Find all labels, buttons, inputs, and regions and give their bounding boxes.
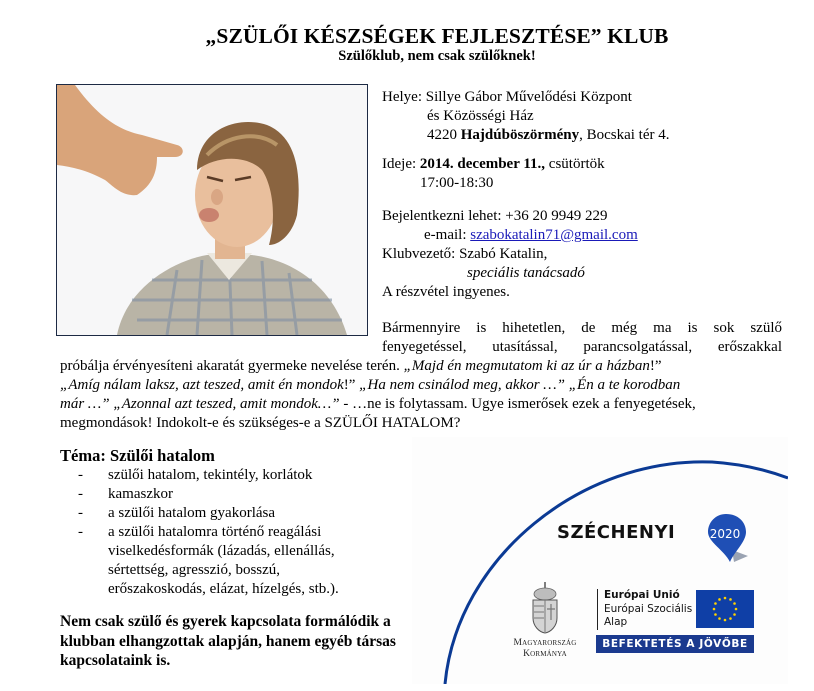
location-city: Hajdúböszörmény: [460, 127, 580, 143]
quote-3: „Ha nem csinálod meg, akkor …” „Én a te korodban: [359, 377, 681, 393]
gov-line-1: Magyarország: [513, 638, 577, 648]
eu-star-icon: [718, 598, 721, 601]
eu-star-icon: [735, 608, 738, 611]
intro-line-2: fenyegetéssel, utasítással, parancsolgatással, erőszakkal: [382, 339, 782, 355]
time-label: Ideje:: [382, 156, 417, 172]
topic-item: [78, 485, 388, 504]
eu-title: Európai Unió: [604, 589, 680, 601]
contact-block: [382, 207, 638, 302]
quote-2-end: !”: [343, 377, 360, 393]
funding-logo-panel: [412, 437, 788, 684]
email-link[interactable]: szabokatalin71@gmail.com: [470, 227, 638, 243]
topic-item: [78, 466, 388, 485]
eu-flag-icon: [696, 590, 754, 628]
dash-bullet-icon: -: [78, 524, 83, 540]
page-title: „SZÜLŐI KÉSZSÉGEK FEJLESZTÉSE” KLUB: [205, 24, 669, 48]
topic-item-text: a szülői hatalomra történő reagálási viselkedésformák (lázadás, ellenállás, sértettség, agresszió, bosszú, erőszakoskodás, elázat, hízelgés, stb.).: [108, 524, 339, 597]
eu-star-icon: [733, 602, 736, 605]
eu-star-icon: [714, 602, 717, 605]
eu-star-icon: [718, 617, 721, 620]
topic-item-text: a szülői hatalom gyakorlása: [108, 505, 276, 521]
child-photo: [56, 84, 368, 336]
eu-star-icon: [729, 617, 732, 620]
topic-list: [78, 466, 388, 599]
quote-4: már …” „Azonnal azt teszed, amit mondok…”: [60, 396, 340, 412]
eu-star-icon: [729, 598, 732, 601]
eu-fund-line-2: Alap: [604, 616, 628, 628]
quote-1: „Majd én megmutatom ki az úr a házban: [403, 358, 650, 374]
eu-star-icon: [714, 613, 717, 616]
closing-statement: Nem csak szülő és gyerek kapcsolata formálódik a klubban elhangzottak alapján, hanem egyéb társas kapcsolataink is.: [60, 613, 396, 669]
intro-line-3: próbálja érvényesíteni akaratát gyermeke nevelése terén.: [60, 358, 404, 374]
event-hours: 17:00-18:30: [420, 175, 494, 191]
time-block: [382, 155, 605, 193]
government-name: [505, 638, 585, 660]
dash-bullet-icon: -: [78, 486, 83, 502]
phone-number: +36 20 9949 229: [505, 208, 608, 224]
eu-fund-label: [597, 589, 692, 630]
quote-1-end: !”: [649, 358, 662, 374]
dash-bullet-icon: -: [78, 505, 83, 521]
coat-of-arms-icon: [530, 582, 560, 634]
location-venue: Sillye Gábor Művelődési Központ: [425, 89, 632, 105]
intro-paragraph-top: [382, 319, 782, 357]
location-venue-2: és Közösségi Ház: [427, 108, 534, 124]
quote-2: „Amíg nálam laksz, azt teszed, amit én mondok: [60, 377, 344, 393]
email-label: e-mail:: [424, 227, 467, 243]
event-date: 2014. december 11.,: [419, 156, 546, 172]
topic-item-text: kamaszkor: [108, 486, 173, 502]
eu-star-icon: [724, 597, 727, 600]
leader-label: Klubvezető:: [382, 246, 456, 262]
leader-name: Szabó Katalin,: [459, 246, 548, 262]
dash-bullet-icon: -: [78, 467, 83, 483]
gov-line-2: Kormánya: [523, 649, 567, 659]
free-note: A részvétel ingyenes.: [382, 284, 510, 300]
topic-item-text: szülői hatalom, tekintély, korlátok: [108, 467, 313, 483]
intro-line-1: Bármennyire is hihetetlen, de még ma is sok szülő: [382, 320, 782, 336]
eu-fund-line-1: Európai Szociális: [604, 602, 693, 615]
location-label: Helye:: [382, 89, 422, 105]
signup-label: Bejelentkezni lehet:: [382, 208, 502, 224]
intro-paragraph: [60, 357, 782, 433]
szechenyi-year: 2020: [709, 527, 741, 541]
topic-item: [78, 504, 388, 523]
event-weekday: csütörtök: [548, 156, 605, 172]
eu-star-icon: [733, 613, 736, 616]
intro-line-6: megmondások! Indokolt-e és szükséges-e a SZÜLŐI HATALOM?: [60, 415, 461, 431]
location-street: , Bocskai tér 4.: [579, 127, 670, 143]
location-zip: 4220: [427, 127, 457, 143]
eu-star-icon: [724, 619, 727, 622]
leader-role: speciális tanácsadó: [467, 265, 585, 281]
szechenyi-wordmark: SZÉCHENYI: [557, 522, 676, 543]
photo-illustration: [57, 85, 367, 335]
topic-title: Téma: Szülői hatalom: [60, 446, 215, 465]
intro-line-5: - …ne is folytassam. Ugye ismerősek ezek a fenyegetések,: [339, 396, 696, 412]
location-block: [382, 88, 670, 145]
eu-star-icon: [713, 608, 716, 611]
page-subtitle: Szülőklub, nem csak szülőknek!: [338, 48, 536, 64]
topic-item: [78, 523, 378, 599]
slogan-banner: BEFEKTETÉS A JÖVŐBE: [596, 635, 754, 653]
